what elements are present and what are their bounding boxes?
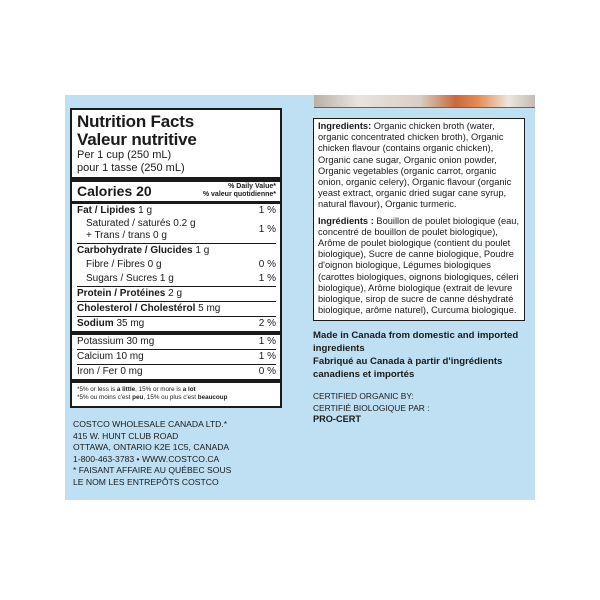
divider-thick-footnote <box>72 379 280 383</box>
nutrient-row-protein <box>77 286 276 301</box>
nutrient-row-fat <box>77 204 276 218</box>
nutrient-row-fibre <box>77 258 276 272</box>
nutrient-row-sodium <box>77 316 276 331</box>
iron-label: Iron / Fer 0 mg <box>77 366 143 377</box>
dv-header-en: % Daily Value* <box>228 183 276 190</box>
calcium-label: Calcium 10 mg <box>77 351 144 362</box>
distributor-line: LE NOM LES ENTREPÔTS COSTCO <box>73 476 219 487</box>
distributor-address <box>73 419 293 488</box>
footnote-fr: *5% ou moins c'est peu, 15% ou plus c'est beaucoup <box>77 394 228 401</box>
fat-label: Fat / Lipides <box>77 205 136 216</box>
cholesterol-amount: 5 mg <box>198 303 221 314</box>
calcium-pct: 1 % <box>258 351 276 362</box>
nutrient-row-sugars <box>77 272 276 286</box>
distributor-line: COSTCO WHOLESALE CANADA LTD.* <box>73 419 228 429</box>
nutrient-row-calcium <box>77 349 276 364</box>
fibre-label: Fibre / Fibres 0 g <box>86 259 162 270</box>
fat-amount: 1 g <box>138 205 153 216</box>
distributor-line: 415 W. HUNT CLUB ROAD <box>73 430 179 441</box>
daily-value-header <box>203 183 276 199</box>
ingredients-en-label: Ingredients: <box>318 121 372 131</box>
serving-size-fr: pour 1 tasse (250 mL) <box>77 162 185 174</box>
ingredients-fr-label: Ingrédients : <box>318 215 374 226</box>
distributor-line: OTTAWA, ONTARIO K2E 1C5, CANADA <box>73 442 230 452</box>
carb-label: Carbohydrate / Glucides <box>77 245 193 256</box>
nutrient-row-iron <box>77 364 276 379</box>
sat-trans-pct: 1 % <box>258 224 276 235</box>
sugars-pct: 1 % <box>258 273 276 284</box>
distributor-line: 1-800-463-3783 • WWW.COSTCO.CA <box>73 453 220 464</box>
protein-amount: 2 g <box>168 288 183 299</box>
nutrition-title-fr: Valeur nutritive <box>77 130 197 149</box>
carb-amount: 1 g <box>195 245 210 256</box>
cholesterol-label: Cholesterol / Cholestérol <box>77 303 196 314</box>
certification <box>313 391 525 426</box>
distributor-line: * FAISANT AFFAIRE AU QUÉBEC SOUS <box>73 465 232 475</box>
ingredients-fr <box>318 216 520 317</box>
product-photo-strip <box>314 95 535 108</box>
ingredients-fr-text: Bouillon de poulet biologique (eau, concentré de bouillon de poulet biologique), Arôme de poulet biologique (contient du poulet biologique), Sucre de canne biologique, Poudre d'oignon biologique, Légumes biologiques (carottes biologiques, oignons biologiques, céleri biologique), Arôme biologique (extrait de levure biologique, sirop de sucre de canne déshydraté biologique, arôme naturel), Curcuma biologique. <box>318 215 520 316</box>
saturated-label: Saturated / saturés 0.2 g <box>86 218 196 229</box>
nutrient-row-carbohydrate <box>77 243 276 258</box>
potassium-pct: 1 % <box>258 336 276 347</box>
fat-pct: 1 % <box>258 205 276 216</box>
cert-en: CERTIFIED ORGANIC BY: <box>313 391 414 402</box>
nutrient-row-cholesterol <box>77 301 276 316</box>
nutrition-title-en: Nutrition Facts <box>77 112 194 131</box>
right-column <box>313 118 525 426</box>
calories-value: Calories 20 <box>77 183 152 199</box>
ingredients-box <box>313 118 525 321</box>
calories-row <box>77 183 276 201</box>
protein-label: Protein / Protéines <box>77 288 166 299</box>
origin-fr: Fabriqué au Canada à partir d'ingrédients canadiens et importés <box>313 356 503 380</box>
ingredients-en <box>318 121 520 211</box>
footnote-en: *5% or less is a little, 15% or more is a lot <box>77 386 196 393</box>
nutrient-row-saturated-trans <box>77 218 276 243</box>
iron-pct: 0 % <box>258 366 276 377</box>
divider-thick <box>72 177 280 182</box>
ingredients-en-text: Organic chicken broth (water, organic concentrated chicken broth), Organic chicken flavour (contains organic chicken), Organic cane sugar, Organic onion powder, Organic vegetables (organic carrot, organic onion, organic celery), Organic flavour (organic yeast extract, organic dried sugar cane syrup, natural flavour), Organic turmeric. <box>318 121 512 210</box>
sodium-pct: 2 % <box>258 318 276 329</box>
sugars-label: Sugars / Sucres 1 g <box>86 273 174 284</box>
potassium-label: Potassium 30 mg <box>77 336 155 347</box>
cert-fr: CERTIFIÉ BIOLOGIQUE PAR : <box>313 402 430 413</box>
fibre-pct: 0 % <box>258 259 276 270</box>
nutrient-row-potassium <box>77 335 276 349</box>
sodium-label: Sodium <box>77 318 114 329</box>
origin-en: Made in Canada from domestic and imported ingredients <box>313 330 519 354</box>
dv-header-fr: % valeur quotidienne* <box>202 191 276 198</box>
nutrition-facts-table <box>70 108 282 408</box>
sodium-amount: 35 mg <box>116 318 145 329</box>
serving-size-en: Per 1 cup (250 mL) <box>77 149 172 161</box>
trans-label: + Trans / trans 0 g <box>86 230 167 241</box>
origin-statement <box>313 330 525 381</box>
cert-body: PRO-CERT <box>313 414 361 425</box>
